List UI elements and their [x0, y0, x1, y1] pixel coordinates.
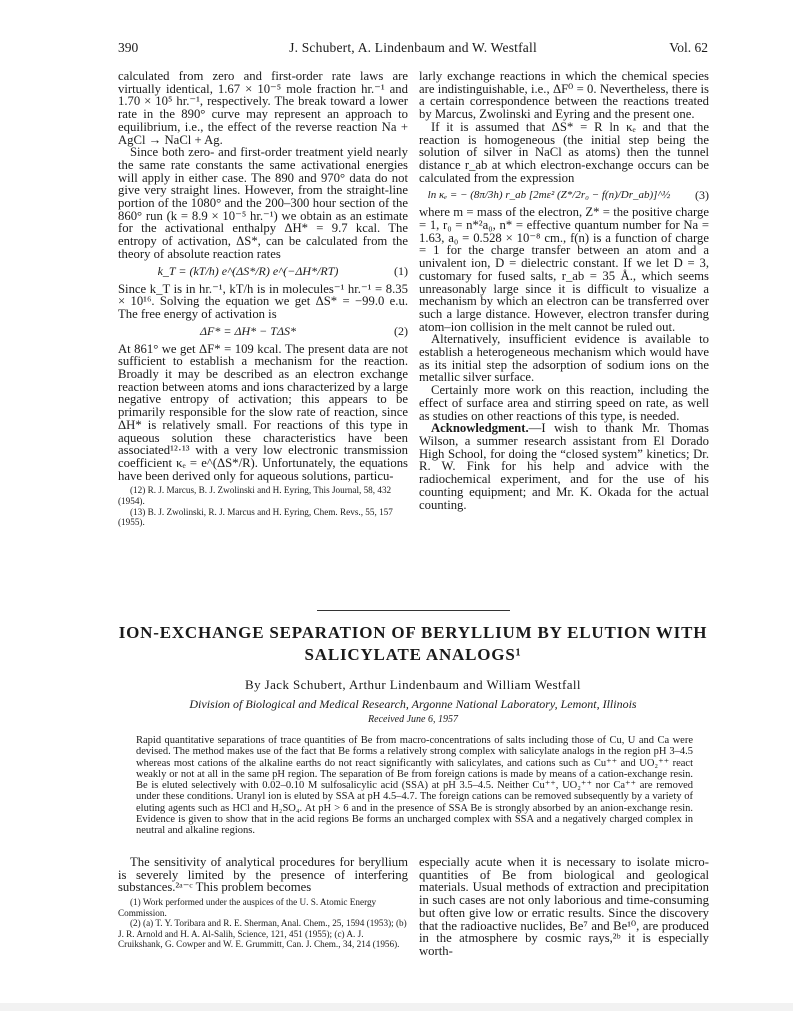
paragraph: larly exchange reactions in which the chemical species are indistinguishable, i.e., ΔF⁰ = 0. Nevertheless, there is a certain correspondence between the reactions treated by Marcus, Zwolinski and Eyring and the present one. [419, 69, 709, 122]
equation-1 [118, 261, 408, 283]
page-number: 390 [118, 40, 139, 55]
equation-number: (1) [394, 264, 408, 279]
acknowledgment-heading: Acknowledgment. [431, 421, 529, 436]
footnote: (13) B. J. Zwolinski, R. J. Marcus and H. Eyring, Chem. Revs., 55, 157 (1955). [118, 506, 393, 528]
acknowledgment-text: —I wish to thank Mr. Thomas Wilson, a summer research assistant from El Dorado High School, for doing the “closed system” kinetics; Dr. R. W. Fink for his help and advice with the radiochemical experiment, and for the use of his counting equipment; and Mr. K. Okada for the actual counting. [419, 421, 709, 512]
footnote: (2) (a) T. Y. Toribara and R. E. Sherman, Anal. Chem., 25, 1594 (1953); (b) J. R. Arnold and H. A. Al-Salih, Science, 121, 451 (1955); (c) A. J. Cruikshank, G. Cowper and W. E. Grummitt, Can. J. Chem., 34, 214 (1956). [118, 918, 407, 950]
scan-edge [0, 1003, 793, 1011]
section-divider [317, 610, 510, 611]
paragraph: The sensitivity of analytical procedures for beryllium is severely limited by the presence of interfering substances.²ᵃ⁻ᶜ This problem becomes [118, 855, 408, 895]
footnote: (12) R. J. Marcus, B. J. Zwolinski and H. Eyring, This Journal, 58, 432 (1954). [118, 485, 392, 506]
title-line: SALICYLATE ANALOGS¹ [304, 645, 522, 664]
paragraph: Certainly more work on this reaction, including the effect of surface area and stirring speed on rate, as well as studies on other reactions of this type, is needed. [419, 383, 709, 423]
equation-number: (3) [695, 187, 709, 202]
equation-2 [118, 321, 408, 343]
paragraph: calculated from zero and first-order rate laws are virtually identical, 1.67 × 10⁻⁵ mole fraction hr.⁻¹ and 1.70 × 10⁵ hr.⁻¹, respectively. The break toward a lower rate in the 890° curve may represent an approach to equilibrium, i.e., the effect of the reverse reaction Na + AgCl → NaCl + Ag. [118, 69, 408, 147]
footnote: (1) Work performed under the auspices of the U. S. Atomic Energy Commission. [118, 897, 377, 918]
acknowledgment [419, 422, 709, 511]
equation-3 [419, 184, 709, 206]
article-title [118, 622, 708, 666]
top-left-column [118, 70, 408, 528]
running-head [118, 40, 708, 58]
running-authors: J. Schubert, A. Lindenbaum and W. Westfall [289, 40, 537, 55]
equation-expression: ln κₑ = − (8π/3h) r_ab [2mε² (Z*/2r₀ − f(n)/Dr_ab)]^½ [427, 188, 671, 201]
paragraph: especially acute when it is necessary to isolate micro-quantities of Be from biological and geological materials. Usual methods of extraction and precipitation in such cases are not only laborious and time-consuming but often give low or erratic results. Since the discovery that the radioactive nuclides, Be⁷ and Be¹⁰, are produced in the atmosphere by cosmic rays,²ᵇ it is especially worth- [419, 855, 709, 958]
article-affiliation: Division of Biological and Medical Research, Argonne National Laboratory, Lemont, Illinois [189, 697, 637, 711]
bottom-left-column [118, 856, 408, 950]
paragraph: Since both zero- and first-order treatment yield nearly the same rate constants the same activational energies will apply in either case. The 890 and 970° data do not give very straight lines. However, from the straight-line portion of the 1080° and the 200–300 hour section of the 860° run (k = 8.9 × 10⁻⁵ hr.⁻¹) we obtain as an estimate for the activational enthalpy ΔH* = 9.7 kcal. The entropy of activation, ΔS*, can be calculated from the theory of absolute reaction rates [118, 145, 408, 261]
equation-expression: k_T = (kT/h) e^(ΔS*/R) e^(−ΔH*/RT) [157, 264, 339, 279]
paragraph: Since k_T is in hr.⁻¹, kT/h is in molecules⁻¹ hr.⁻¹ = 8.35 × 10¹⁶. Solving the equation we get ΔS* = −99.0 e.u. The free energy of activation is [118, 281, 408, 321]
article-abstract: Rapid quantitative separations of trace quantities of Be from macro-concentrations of salts including those of Cu, U and Ca were devised. The method makes use of the fact that Be forms a relatively strong complex with salicylate analogs in the region pH 3–4.5 whereas most cations of the alkaline earths do not react significantly with salicylates, and cations such as Cu⁺⁺ and UO₂⁺⁺ react weakly or not at all in the same pH region. The separation of Be from foreign cations is made by means of a cation-exchange resin. Be is eluted selectively with 0.02–0.10 M sulfosalicylic acid (SSA) at pH 3.5–4.5. Neither Cu⁺⁺, UO₂⁺⁺ nor Ca⁺⁺ are removed under these conditions. Uranyl ion is eluted by SSA at pH 4.5–4.7. The foreign cations can be removed subsequently by a variety of eluting agents such as HCl and H₂SO₄. At pH > 6 and in the presence of SSA Be is strongly absorbed by an anion-exchange resin. Evidence is given to show that in the acid regions Be forms an uncharged complex with SSA and a negatively charged complex in neutral and alkaline regions. [136, 735, 693, 837]
received-date: Received June 6, 1957 [368, 714, 458, 725]
paragraph: Alternatively, insufficient evidence is available to establish a heterogeneous mechanism which would have as its initial step the adsorption of sodium ions on the metallic silver surface. [419, 332, 709, 385]
top-right-column [419, 70, 709, 511]
equation-number: (2) [394, 324, 408, 339]
paragraph: where m = mass of the electron, Z* = the positive charge = 1, r₀ = n*²a₀, n* = effective quantum number for Na = 1.63, a₀ = 0.528 × 10⁻⁸ cm., f(n) is a function of charge = 1 for the charge transfer between an atom and a univalent ion, D = dielectric constant. If we let D = 3, customary for fused salts, r_ab = 35 Å., which seems unreasonably large since it is difficult to visualize a mechanism by which an electron can be transferred over such a large distance. However, electron transfer during atom–ion collision in the melt cannot be ruled out. [419, 205, 709, 334]
article-byline: By Jack Schubert, Arthur Lindenbaum and William Westfall [245, 677, 581, 692]
title-line: ION-EXCHANGE SEPARATION OF BERYLLIUM BY ELUTION WITH [118, 623, 708, 642]
equation-expression: ΔF* = ΔH* − TΔS* [200, 324, 296, 339]
bottom-right-column [419, 856, 709, 958]
paragraph: At 861° we get ΔF* = 109 kcal. The present data are not sufficient to establish a mechanism for the reaction. Broadly it may be described as an electron exchange reaction between atoms and ions characterized by a large negative entropy of activation; this appears to be primarily responsible for the slow rate of reaction, since ΔH* is relatively small. For reactions of this type in aqueous solution these characteristics have been associated¹²·¹³ with a very low electronic transmission coefficient κₑ = e^(ΔS*/R). Unfortunately, the equations have been derived only for aqueous solutions, particu- [118, 341, 408, 483]
paragraph: If it is assumed that ΔS* = R ln κₑ and that the reaction is homogeneous (the initial step being the solution of silver in NaCl as atoms) then the tunnel distance r_ab at which electron-exchange occurs can be calculated from the expression [419, 119, 709, 185]
volume-label: Vol. 62 [669, 40, 708, 55]
